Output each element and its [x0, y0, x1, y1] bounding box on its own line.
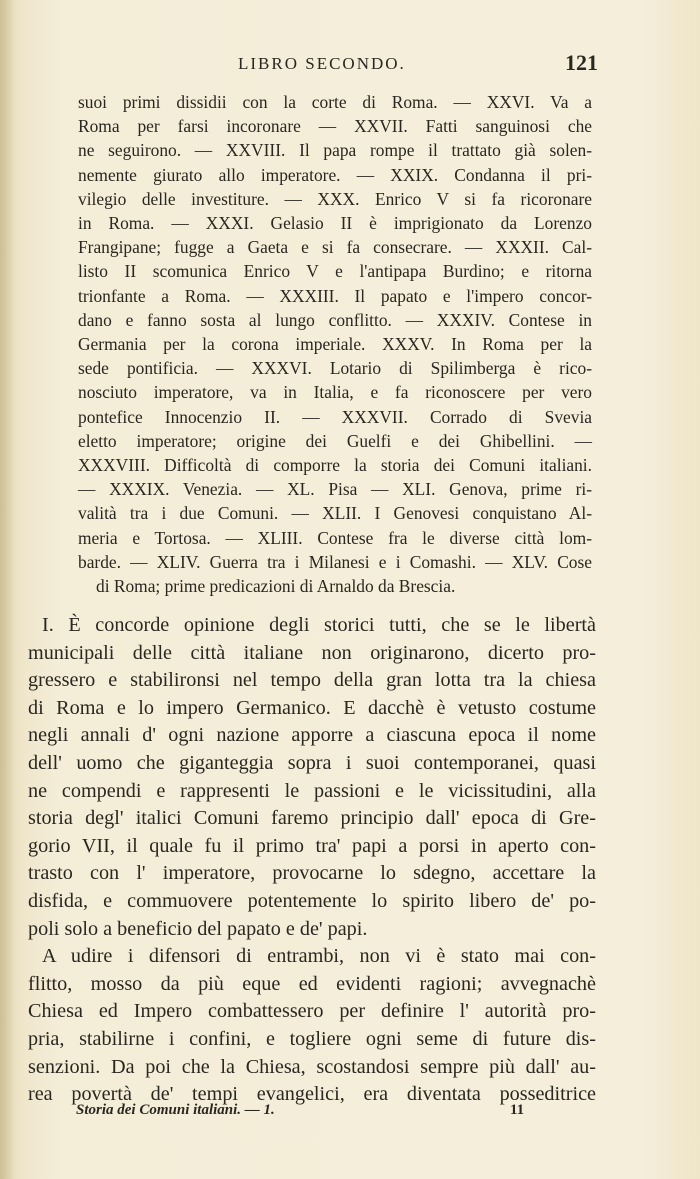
summary-line: in Roma. — XXXI. Gelasio II è imprigionato da Lorenzo — [78, 213, 592, 234]
page-footer — [76, 1102, 546, 1124]
summary-line: — XXXIX. Venezia. — XL. Pisa — XLI. Genova, prime ri- — [78, 479, 592, 500]
body-line: municipali delle città italiane non originarono, dicerto pro- — [28, 641, 596, 664]
running-title: LIBRO SECONDO. — [238, 54, 406, 73]
footer-book-title: Storia dei Comuni italiani. — 1. — [76, 1102, 275, 1118]
summary-line: meria e Tortosa. — XLIII. Contese fra le diverse città lom- — [78, 527, 592, 548]
page-number: 121 — [565, 50, 598, 75]
spine-shadow — [0, 0, 14, 1179]
body-line: flitto, mosso da più eque ed evidenti ragioni; avvegnachè — [28, 972, 596, 995]
summary-line: valità tra i due Comuni. — XLII. I Genovesi conquistano Al- — [78, 503, 592, 524]
body-line: gorio VII, il quale fu il primo tra' papi a porsi in aperto con- — [28, 834, 596, 857]
chapter-summary — [78, 90, 592, 598]
summary-line: nemente giurato allo imperatore. — XXIX. Condanna il pri- — [78, 164, 592, 185]
running-head — [90, 48, 600, 82]
summary-line: vilegio delle investiture. — XXX. Enrico V si fa ricoronare — [78, 188, 592, 209]
summary-line: dano e fanno sosta al lungo conflitto. — XXXIV. Contese in — [78, 309, 592, 330]
summary-line: pontefice Innocenzio II. — XXXVII. Corrado di Svevia — [78, 406, 592, 427]
body-line: ne compendi e rappresenti le passioni e le vicissitudini, alla — [28, 779, 596, 802]
summary-line: eletto imperatore; origine dei Guelfi e dei Ghibellini. — — [78, 430, 592, 451]
body-line: trasto con l' imperatore, provocarne lo sdegno, accettare la — [28, 862, 596, 885]
summary-line: XXXVIII. Difficoltà di comporre la storia dei Comuni italiani. — [78, 455, 592, 476]
summary-line: Frangipane; fugge a Gaeta e si fa consecrare. — XXXII. Cal- — [78, 237, 592, 258]
body-line: pria, stabilirne i confini, e togliere ogni seme di future dis- — [28, 1027, 596, 1050]
body-line: A udire i difensori di entrambi, non vi è stato mai con- — [42, 945, 596, 968]
summary-line: nosciuto imperatore, va in Italia, e fa riconoscere per vero — [78, 382, 592, 403]
body-line: poli solo a beneficio del papato e de' papi. — [28, 917, 368, 940]
body-line: disfida, e commuovere potentemente lo spirito libero de' po- — [28, 889, 596, 912]
body-line: rea povertà de' tempi evangelici, era diventata posseditrice — [28, 1083, 596, 1106]
summary-line: ne seguirono. — XXVIII. Il papa rompe il trattato già solen- — [78, 140, 592, 161]
summary-line: Germania per la corona imperiale. XXXV. In Roma per la — [78, 334, 592, 355]
footer-signature-mark: 11 — [510, 1102, 525, 1118]
body-line: storia degl' italici Comuni faremo principio dall' epoca di Gre- — [28, 807, 596, 830]
body-line: Chiesa ed Impero combattessero per definire l' autorità pro- — [28, 1000, 596, 1023]
body-line: di Roma e lo impero Germanico. E dacchè è vetusto costume — [28, 696, 596, 719]
summary-line: Roma per farsi incoronare — XXVII. Fatti sanguinosi che — [78, 116, 592, 137]
body-line: negli annali d' ogni nazione apporre a ciascuna epoca il nome — [28, 724, 596, 747]
body-line: dell' uomo che giganteggia sopra i suoi contemporanei, quasi — [28, 751, 596, 774]
summary-line: sede pontificia. — XXXVI. Lotario di Spilimberga è rico- — [78, 358, 592, 379]
summary-line: listo II scomunica Enrico V e l'antipapa Burdino; e ritorna — [78, 261, 592, 282]
body-text — [28, 612, 596, 1109]
summary-line: di Roma; prime predicazioni di Arnaldo da Brescia. — [96, 576, 456, 597]
body-line: senzioni. Da poi che la Chiesa, scostandosi sempre più dall' au- — [28, 1055, 596, 1078]
summary-line: suoi primi dissidii con la corte di Roma. — XXVI. Va a — [78, 92, 592, 112]
summary-line: trionfante a Roma. — XXXIII. Il papato e l'impero concor- — [78, 285, 592, 306]
summary-line: barde. — XLIV. Guerra tra i Milanesi e i Comashi. — XLV. Cose — [78, 551, 592, 572]
body-line: gressero e stabilironsi nel tempo della gran lotta tra la chiesa — [28, 669, 596, 692]
body-line: I. È concorde opinione degli storici tutti, che se le libertà — [42, 614, 596, 636]
